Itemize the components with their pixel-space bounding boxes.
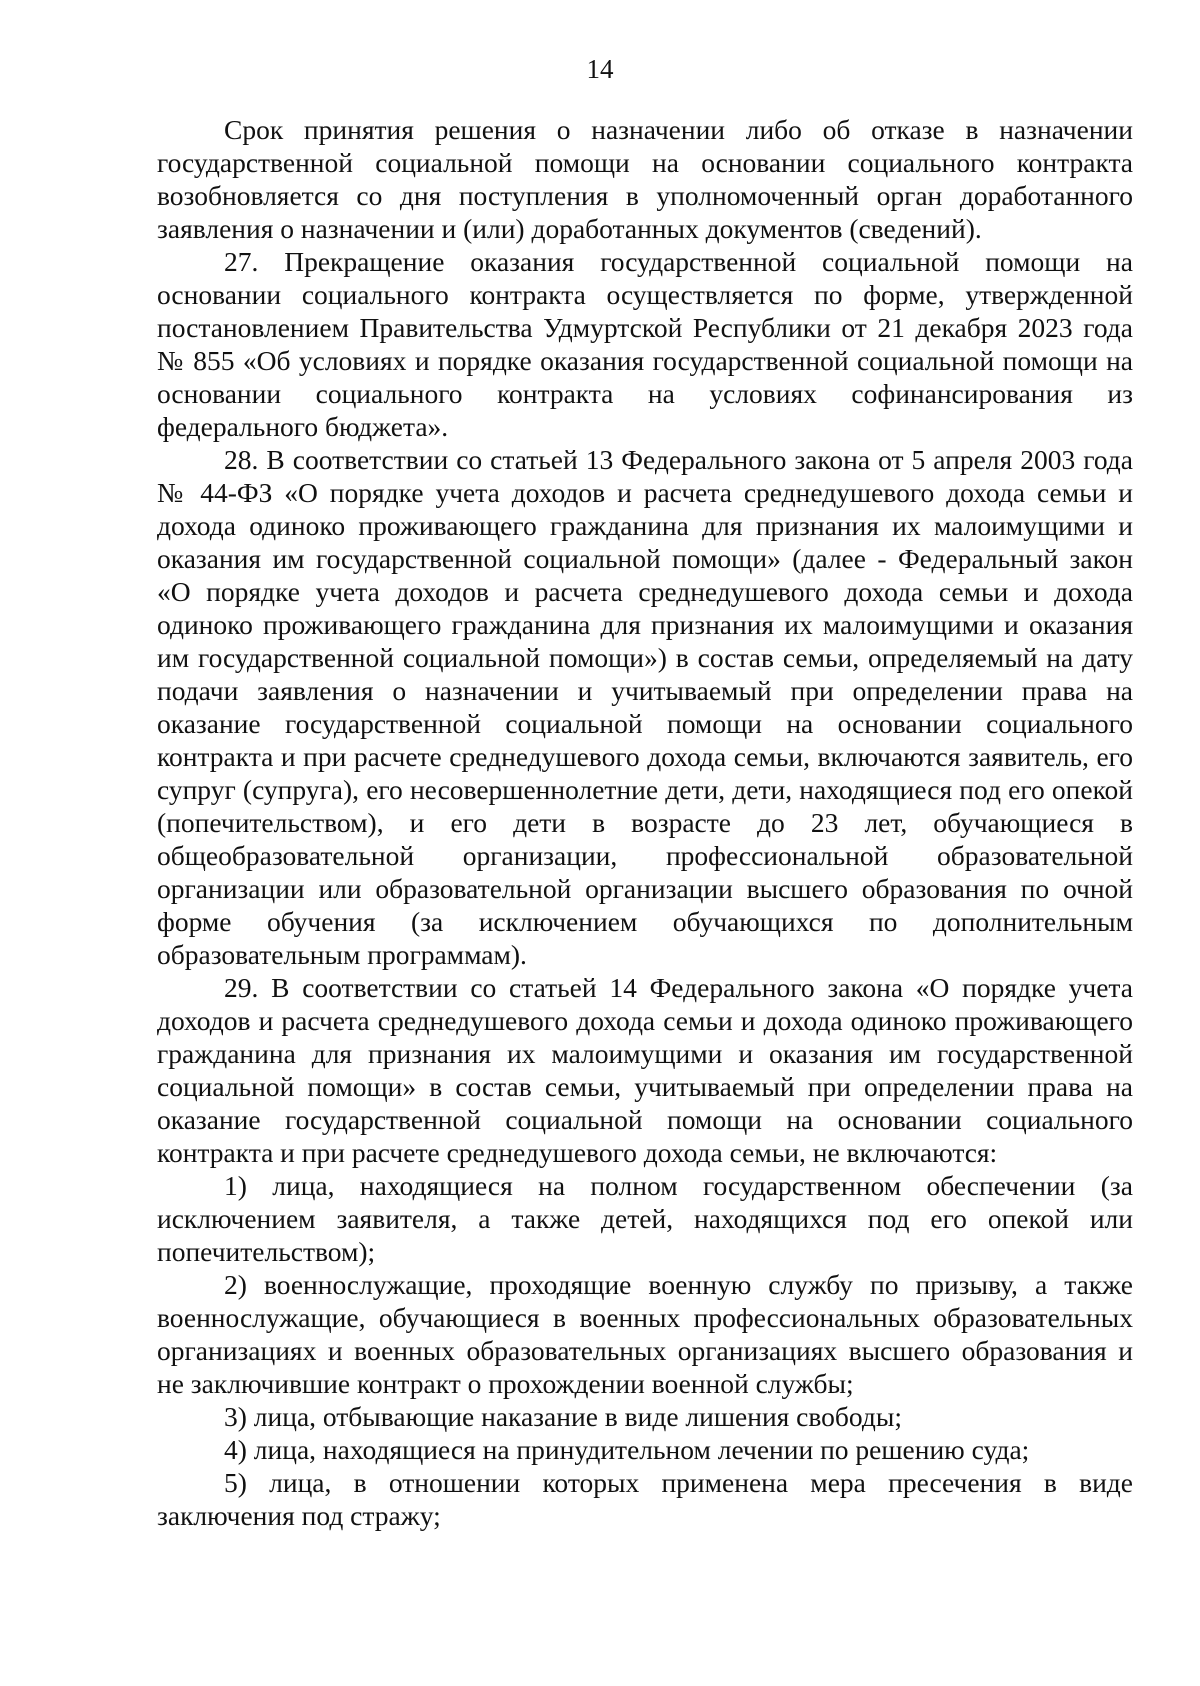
- list-item-1: 1) лица, находящиеся на полном государственном обеспечении (за исключением заявителя, а также детей, находящихся под его опекой или попечительством);: [157, 1170, 1133, 1267]
- paragraph-27: 27. Прекращение оказания государственной социальной помощи на основании социального контракта осуществляется по форме, утвержденной постановлением Правительства Удмуртской Республики от 21 декабря 2023 года № 855 «Об условиях и порядке оказания государственной социальной помощи на основании социального контракта на условиях софинансирования из федерального бюджета».: [157, 246, 1133, 442]
- page-number: 14: [586, 54, 614, 84]
- document-body: [157, 113, 1133, 1532]
- paragraph-28: 28. В соответствии со статьей 13 Федерального закона от 5 апреля 2003 года № 44-ФЗ «О порядке учета доходов и расчета среднедушевого дохода семьи и дохода одиноко проживающего гражданина для признания их малоимущими и оказания им государственной социальной помощи» (далее - Федеральный закон «О порядке учета доходов и расчета среднедушевого дохода семьи и дохода одиноко проживающего гражданина для признания их малоимущими и оказания им государственной социальной помощи») в состав семьи, определяемый на дату подачи заявления о назначении и учитываемый при определении права на оказание государственной социальной помощи на основании социального контракта и при расчете среднедушевого дохода семьи, включаются заявитель, его супруг (супруга), его несовершеннолетние дети, дети, находящиеся под его опекой (попечительством), и его дети в возрасте до 23 лет, обучающиеся в общеобразовательной организации, профессиональной образовательной организации или образовательной организации высшего образования по очной форме обучения (за исключением обучающихся по дополнительным образовательным программам).: [157, 444, 1133, 970]
- paragraph-decision-deadline: Срок принятия решения о назначении либо об отказе в назначении государственной социальной помощи на основании социального контракта возобновляется со дня поступления в уполномоченный орган доработанного заявления о назначении и (или) доработанных документов (сведений).: [157, 114, 1133, 244]
- paragraph-29: 29. В соответствии со статьей 14 Федерального закона «О порядке учета доходов и расчета среднедушевого дохода семьи и дохода одиноко проживающего гражданина для признания их малоимущими и оказания им государственной социальной помощи» в состав семьи, учитываемый при определении права на оказание государственной социальной помощи на основании социального контракта и при расчете среднедушевого дохода семьи, не включаются:: [157, 972, 1133, 1168]
- list-item-2: 2) военнослужащие, проходящие военную службу по призыву, а также военнослужащие, обучающиеся в военных профессиональных образовательных организациях и военных образовательных организациях высшего образования и не заключившие контракт о прохождении военной службы;: [157, 1269, 1133, 1399]
- list-item-5: 5) лица, в отношении которых применена мера пресечения в виде заключения под стражу;: [157, 1467, 1133, 1531]
- list-item-3: 3) лица, отбывающие наказание в виде лишения свободы;: [224, 1401, 902, 1432]
- list-item-4: 4) лица, находящиеся на принудительном лечении по решению суда;: [224, 1434, 1030, 1465]
